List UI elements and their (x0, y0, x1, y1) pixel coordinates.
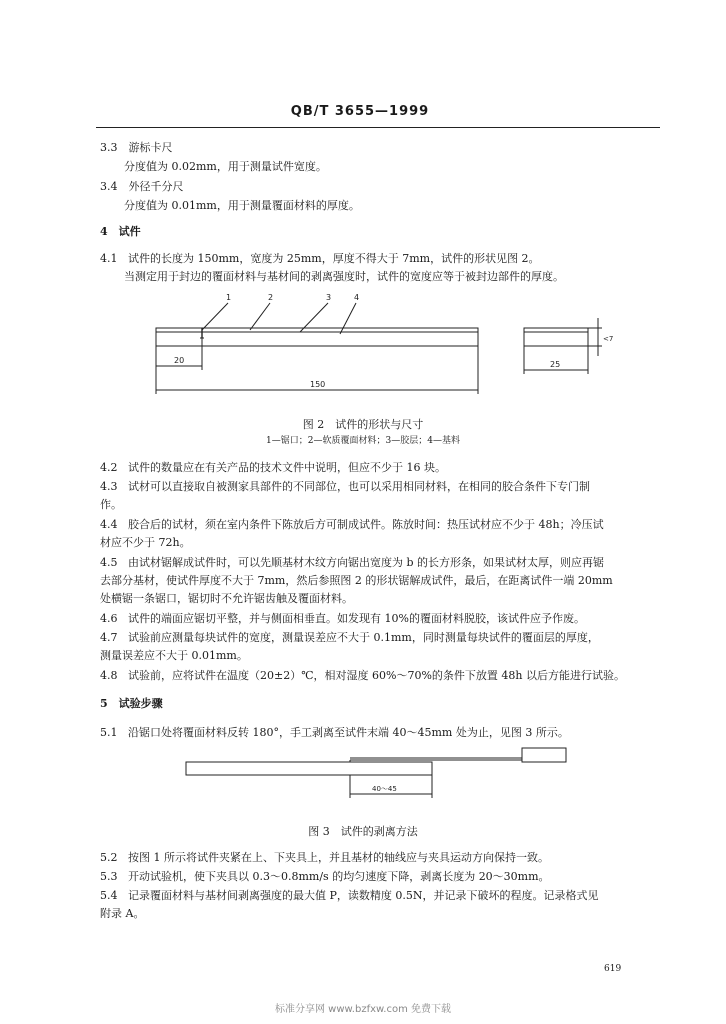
clause-4-5-number: 4.5 (100, 556, 118, 569)
page-number: 619 (604, 964, 622, 974)
clause-5-3-line-1: 开动试验机，使下夹具以 0.3～0.8mm/s 的均匀速度下降，剥离长度为 20～30mm。 (128, 870, 550, 883)
clause-4-3-number: 4.3 (100, 480, 118, 493)
clause-4-3-line-1: 试材可以直接取自被测家具部件的不同部位，也可以采用相同材料，在相同的胶合条件下专门制 (128, 480, 590, 493)
clause-4-6-line-1: 试件的端面应锯切平整，并与侧面相垂直。如发现有 10%的覆面材料脱胶，该试件应予作废。 (128, 612, 585, 625)
section-number: 3.4 (100, 180, 118, 193)
section-title: 游标卡尺 (128, 141, 173, 154)
clause-5-2-number: 5.2 (100, 851, 118, 864)
figure-2-specimen-diagram (140, 290, 620, 400)
callout-1: 1 (226, 293, 232, 302)
specimen-end-view (524, 328, 588, 346)
clause-4-1-line-2: 当测定用于封边的覆面材料与基材间的剥离强度时，试件的宽度应等于被封边部件的厚度。 (124, 270, 564, 283)
clause-4-4-number: 4.4 (100, 518, 118, 531)
callout-2: 2 (268, 293, 274, 302)
clause-4-2-line-1: 试件的数量应在有关产品的技术文件中说明，但应不少于 16 块。 (128, 461, 446, 474)
section-4-heading: 4 试件 (100, 225, 141, 238)
specimen-side-view (156, 328, 478, 346)
clause-4-5-line-1: 由试材锯解成试件时，可以先顺基材木纹方向锯出宽度为 b 的长方形条，如果试材太厚，则应再锯 (128, 556, 605, 569)
standard-code-header: QB/T 3655—1999 (290, 104, 430, 119)
dim-20-label: 20 (174, 356, 185, 365)
clause-4-1-number: 4.1 (100, 252, 118, 265)
section-3-3-heading (100, 141, 173, 155)
dim-40-45-label: 40～45 (372, 785, 397, 793)
peeled-tab-end (522, 748, 566, 762)
clause-4-5-line-3: 处横锯一条锯口，锯切时不允许锯齿触及覆面材料。 (100, 592, 353, 605)
figure-2-legend: 1—锯口；2—软质覆面材料；3—胶层；4—基料 (266, 436, 460, 446)
clause-5-1-number: 5.1 (100, 726, 118, 739)
callout-3: 3 (326, 293, 332, 302)
dim-thickness-label: <7 (603, 335, 614, 343)
clause-4-8-number: 4.8 (100, 669, 118, 682)
clause-4-5-line-2: 去部分基材，使试件厚度不大于 7mm，然后参照图 2 的形状锯解成试件，最后，在距离试件一端 20mm (100, 574, 613, 587)
dim-25-label: 25 (550, 360, 561, 369)
clause-5-4-line-1: 记录覆面材料与基材间剥离强度的最大值 P，读数精度 0.5N，并记录下破坏的程度。记录格式见 (128, 889, 599, 902)
section-number: 3.3 (100, 141, 118, 154)
section-3-3-text: 分度值为 0.02mm，用于测量试件宽度。 (124, 160, 327, 173)
clause-4-2-number: 4.2 (100, 461, 118, 474)
clause-4-7-number: 4.7 (100, 631, 118, 644)
section-3-4-text: 分度值为 0.01mm，用于测量覆面材料的厚度。 (124, 199, 360, 212)
clause-4-4-line-2: 材应不少于 72h。 (100, 536, 191, 549)
clause-4-7-line-1: 试验前应测量每块试件的宽度，测量误差应不大于 0.1mm，同时测量每块试件的覆面层的厚度， (128, 631, 599, 644)
callout-4: 4 (354, 293, 360, 302)
clause-5-4-number: 5.4 (100, 889, 118, 902)
figure-2-caption: 图 2 试件的形状与尺寸 (302, 418, 424, 431)
header-rule (96, 127, 660, 128)
clause-4-1-line-1: 试件的长度为 150mm，宽度为 25mm，厚度不得大于 7mm，试件的形状见图 2。 (128, 252, 540, 265)
figure-3-peeling-diagram (180, 744, 580, 804)
watermark-footer: 标准分享网 www.bzfxw.com 免费下载 (275, 1004, 451, 1015)
clause-4-3-line-2: 作。 (100, 498, 122, 511)
clause-4-8-line-1: 试验前，应将试件在温度（20±2）℃，相对湿度 60%～70%的条件下放置 48h 以后方能进行试验。 (128, 669, 625, 682)
clause-4-7-line-2: 测量误差应不大于 0.01mm。 (100, 649, 248, 662)
dim-150-label: 150 (310, 380, 326, 389)
specimen-base (186, 762, 432, 775)
clause-5-2-line-1: 按图 1 所示将试件夹紧在上、下夹具上，并且基材的轴线应与夹具运动方向保持一致。 (128, 851, 549, 864)
section-5-heading: 5 试验步骤 (100, 697, 163, 710)
clause-5-1-line-1: 沿锯口处将覆面材料反转 180°，手工剥离至试件末端 40～45mm 处为止，见图 3 所示。 (128, 726, 569, 739)
clause-5-3-number: 5.3 (100, 870, 118, 883)
section-3-4-heading (100, 180, 184, 194)
clause-4-6-number: 4.6 (100, 612, 118, 625)
clause-5-4-line-2: 附录 A。 (100, 907, 145, 920)
clause-4-4-line-1: 胶合后的试材，须在室内条件下陈放后方可制成试件。陈放时间：热压试材应不少于 48h；冷压试 (128, 518, 604, 531)
figure-3-caption: 图 3 试件的剥离方法 (308, 825, 418, 838)
section-title: 外径千分尺 (128, 180, 184, 193)
